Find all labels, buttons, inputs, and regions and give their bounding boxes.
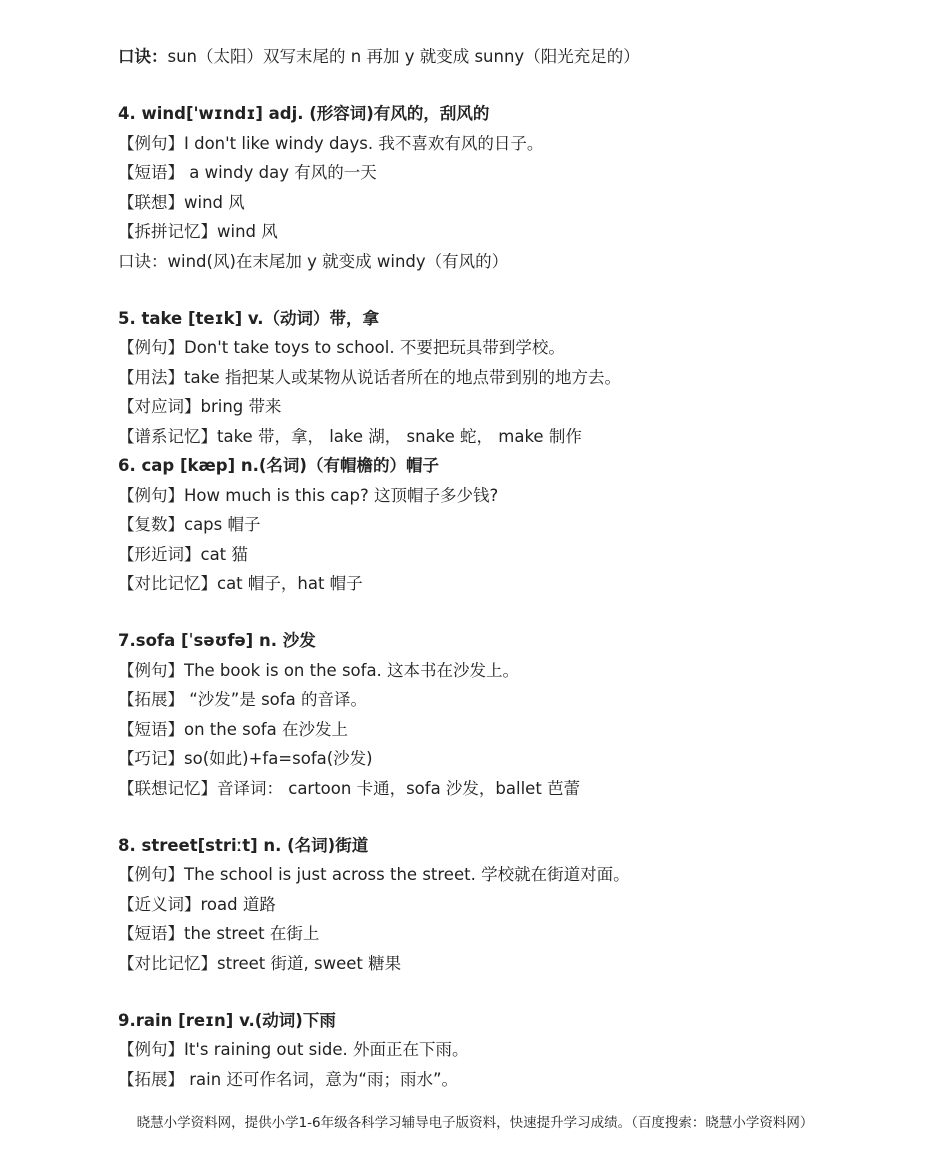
entry-line: 【复数】caps 帽子 <box>118 515 261 534</box>
document-body <box>118 42 918 1094</box>
entry-line: 【联想】wind 风 <box>118 192 245 212</box>
entry-line: 【例句】I don't like windy days. 我不喜欢有风的日子。 <box>118 133 544 153</box>
entry-line: 【对比记忆】cat 帽子，hat 帽子 <box>118 574 363 593</box>
entry-line: 【形近词】cat 猫 <box>118 544 248 564</box>
entry-line: 【巧记】so(如此)+fa=sofa(沙发) <box>118 749 373 768</box>
spacer <box>118 978 918 1006</box>
spacer <box>118 72 918 100</box>
entry-line: 【联想记忆】音译词： cartoon 卡通，sofa 沙发，ballet 芭蕾 <box>118 778 581 798</box>
entry-heading-street: 8. street[striːt] n. (名词)街道 <box>118 835 369 855</box>
mnemonic-line <box>118 42 918 72</box>
entry-line: 【用法】take 指把某人或某物从说话者所在的地点带到别的地方去。 <box>118 367 621 387</box>
mnemonic-text: sun（太阳）双写末尾的 n 再加 y 就变成 sunny（阳光充足的） <box>167 47 640 66</box>
entry-line: 【短语】on the sofa 在沙发上 <box>118 719 348 739</box>
entry-heading-take: 5. take [teɪk] v.（动词）带，拿 <box>118 308 380 328</box>
entry-line: 【拆拼记忆】wind 风 <box>118 222 278 241</box>
entry-heading-sofa: 7.sofa [ˈsəʊfə] n. 沙发 <box>118 631 316 650</box>
entry-heading-windy: 4. wind['wɪndɪ] adj. (形容词)有风的，刮风的 <box>118 104 490 123</box>
entry-line: 【例句】How much is this cap? 这顶帽子多少钱? <box>118 485 499 505</box>
entry-line: 【例句】The school is just across the street. 学校就在街道对面。 <box>118 865 630 884</box>
spacer <box>118 599 918 627</box>
entry-heading-rain: 9.rain [reɪn] v.(动词)下雨 <box>118 1010 336 1030</box>
entry-line: 【例句】The book is on the sofa. 这本书在沙发上。 <box>118 660 520 680</box>
entry-line: 【谱系记忆】take 带，拿， lake 湖， snake 蛇， make 制作 <box>118 426 582 446</box>
entry-heading-cap: 6. cap [kæp] n.(名词)（有帽檐的）帽子 <box>118 456 439 475</box>
entry-line: 【对比记忆】street 街道, sweet 糖果 <box>118 953 402 973</box>
entry-line: 口诀：wind(风)在末尾加 y 就变成 windy（有风的） <box>118 251 509 271</box>
spacer <box>118 803 918 831</box>
mnemonic-label: 口诀： <box>118 47 168 66</box>
entry-line: 【对应词】bring 带来 <box>118 397 282 416</box>
spacer <box>118 276 918 304</box>
entry-line: 【拓展】 “沙发”是 sofa 的音译。 <box>118 690 367 709</box>
entry-line: 【拓展】 rain 还可作名词，意为“雨；雨水”。 <box>118 1069 459 1089</box>
entry-line: 【近义词】road 道路 <box>118 894 276 914</box>
entry-line: 【短语】the street 在街上 <box>118 924 320 943</box>
entry-line: 【例句】Don't take toys to school. 不要把玩具带到学校。 <box>118 338 565 357</box>
page-footer: 晓慧小学资料网，提供小学1-6年级各科学习辅导电子版资料，快速提升学习成绩。（百度搜索：晓慧小学资料网） <box>136 1115 814 1131</box>
entry-line: 【短语】 a windy day 有风的一天 <box>118 163 377 182</box>
entry-line: 【例句】It's raining out side. 外面正在下雨。 <box>118 1040 469 1059</box>
